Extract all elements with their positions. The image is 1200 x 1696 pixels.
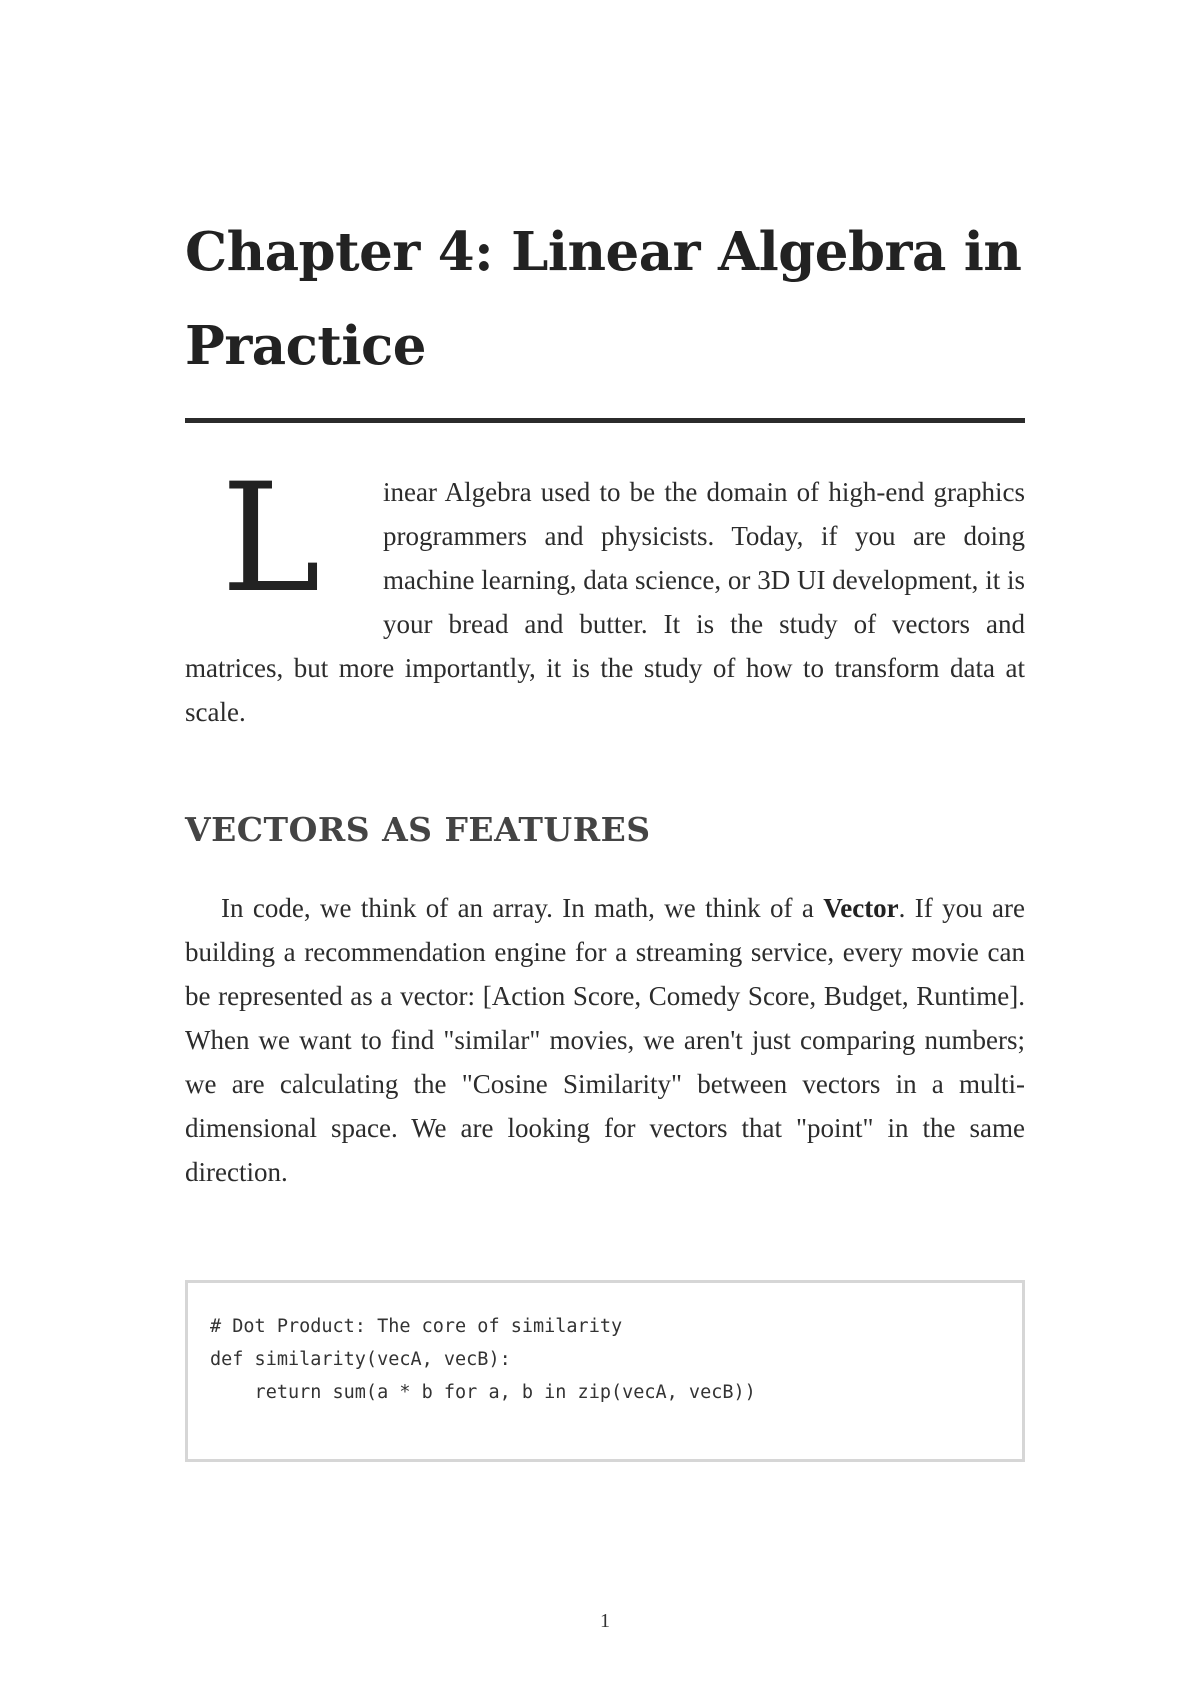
body-text-end: . If you are building a recommendation engine for a streaming service, every movie can be represented as a vector: [Action Score, Comedy Score, Budget, Runtime]. When we want to find "similar" movies, we aren't just comparing numbers; we are calculating the "Cosine Similarity" between vectors in a multi-dimensional space. We are looking for vectors that "point" in the same direction.: [185, 893, 1025, 1187]
section-heading: VECTORS AS FEATURES: [185, 810, 651, 849]
chapter-title: Chapter 4: Linear Algebra in Practice: [185, 221, 1022, 377]
intro-paragraph: [185, 452, 1025, 734]
intro-text: inear Algebra used to be the domain of high-end graphics programmers and physicists. Today, if you are doing machine learning, data science, or 3D UI development, it is your bread and butter. It is the study of vectors and matrices, but more importantly, it is the study of how to transform data at scale.: [185, 477, 1025, 727]
code-line: return sum(a * b for a, b in zip(vecA, vecB)): [210, 1382, 756, 1403]
body-text-start: In code, we think of an array. In math, we think of a: [221, 893, 824, 923]
code-line: def similarity(vecA, vecB):: [210, 1349, 511, 1370]
page-number: 1: [600, 1610, 610, 1632]
code-listing: [188, 1283, 1022, 1409]
drop-cap: L: [221, 452, 321, 626]
body-paragraph: [185, 886, 1025, 1194]
code-block: [185, 1280, 1025, 1462]
document-page: [185, 0, 1025, 1696]
code-line: # Dot Product: The core of similarity: [210, 1316, 623, 1337]
emphasis-term: Vector: [823, 893, 899, 923]
title-divider: [185, 418, 1025, 423]
